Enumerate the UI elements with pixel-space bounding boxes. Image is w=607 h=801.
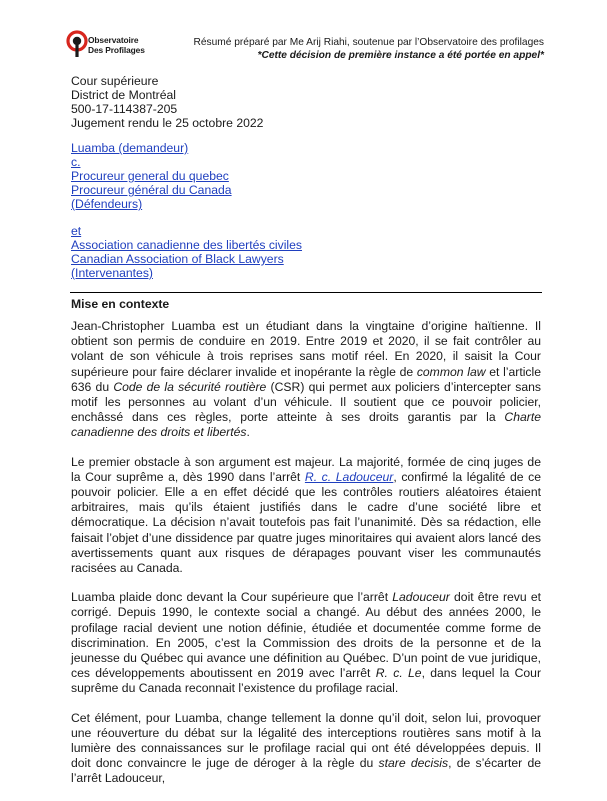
paragraph-4: Cet élément, pour Luamba, change tellement la donne qu’il doit, selon lui, provoquer une réouverture du débat sur la légalité des interceptions routières sans motif à la lumière des connaissances sur le profilage racial qui ont été développées depuis. Il doit donc convaincre le juge de déroger à la règle du stare decisis, de s’écarter de l’arrêt Ladouceur,	[71, 710, 542, 786]
paragraph-1: Jean-Christopher Luamba est un étudiant dans la vingtaine d’origine haïtienne. Il obtient son permis de conduire en 2019. Entre 2019 et 2020, il se fait contrôler au volant de son véhicule à trois reprises sans motif réel. En 2020, il saisit la Cour supérieure pour faire déclarer invalide et inopérante la règle de common law et l’article 636 du Code de la sécurité routière (CSR) qui permet aux policiers d’intercepter sans motif les personnes au volant d’un véhicule. Il soutient que ce pouvoir policier, enchâssé dans ces règles, porte atteinte à ses droits garantis par la Charte canadienne des droits et libertés.	[71, 319, 541, 440]
paragraph-2: Le premier obstacle à son argument est majeur. La majorité, formée de cinq juges de la Cour suprême a, dès 1990 dans l’arrêt R. c. Ladouceur, confirmé la légalité de ce pouvoir policier. Elle a en effet décidé que les contrôles routiers aléatoires étaient arbitraires, mais qu’ils étaient justifiés dans le cadre d’une société libre et démocratique. La décision n’avait toutefois pas fait l’unanimité. Dès sa rédaction, elle faisait l’objet d’une dissidence par quatre juges minoritaires qui avaient alors lancé des avertissements quant aux risques de dérapages pouvant viser les communautés racisées au Canada.	[71, 454, 541, 576]
paragraph-3: Luamba plaide donc devant la Cour supérieure que l’arrêt Ladouceur doit être revu et corrigé. Depuis 1990, le contexte social a changé. Au début des années 2000, le profilage racial devient une notion définie, étudiée et documentée comme forme de discrimination. En 2005, c’est la Commission des droits de la personne et de la jeunesse du Québec qui avance une définition au Québec. D’un point de vue juridique, ces développements aboutissent en 2019 avec l’arrêt R. c. Le, dans lequel la Cour suprême du Canada reconnait l’existence du profilage racial.	[71, 590, 542, 696]
term-ladouceur: Ladouceur	[392, 590, 450, 605]
court-district: District de Montréal	[71, 88, 176, 102]
term-charter: Charte canadienne des droits et libertés	[71, 410, 541, 440]
section-title: Mise en contexte	[71, 297, 170, 311]
parties-list	[71, 141, 302, 280]
intervener-cclа-link[interactable]: Association canadienne des libertés civiles	[71, 238, 303, 252]
term-stare-decisis: stare decisis	[378, 756, 449, 771]
appeal-note: *Cette décision de première instance a été portée en appel*	[257, 49, 544, 61]
interveners-label-link[interactable]: (Intervenantes)	[71, 266, 153, 280]
party-pg-quebec-link[interactable]: Procureur general du quebec	[71, 169, 229, 183]
defendants-label-link[interactable]: (Défendeurs)	[71, 197, 143, 211]
ladouceur-case-link[interactable]: R. c. Ladouceur	[304, 469, 394, 484]
case-number: 500-17-114387-205	[71, 102, 178, 116]
term-r-c-le: R. c. Le	[375, 666, 422, 681]
document-header	[66, 30, 546, 66]
section-divider	[70, 292, 542, 293]
document-body	[71, 319, 541, 801]
court-info	[71, 74, 263, 130]
term-common-law: common law	[416, 364, 486, 379]
party-pg-canada-link[interactable]: Procureur général du Canada	[71, 183, 232, 197]
term-csr: Code de la sécurité routière	[113, 379, 267, 394]
logo-line-1: Observatoire	[88, 35, 139, 45]
versus-link[interactable]: c.	[71, 155, 81, 169]
logo-text	[88, 36, 145, 55]
logo-line-2: Des Profilages	[88, 44, 145, 55]
observatoire-logo	[66, 30, 146, 66]
intervener-cabl-link[interactable]: Canadian Association of Black Lawyers	[71, 252, 284, 266]
party-plaintiff-link[interactable]: Luamba (demandeur)	[71, 141, 189, 155]
and-link[interactable]: et	[71, 224, 82, 238]
summary-credit: Résumé préparé par Me Arij Riahi, soutenue par l’Observatoire des profilages	[193, 37, 544, 48]
judgment-date: Jugement rendu le 25 octobre 2022	[71, 116, 264, 130]
header-notes	[193, 37, 544, 62]
court-name: Cour supérieure	[71, 74, 159, 88]
